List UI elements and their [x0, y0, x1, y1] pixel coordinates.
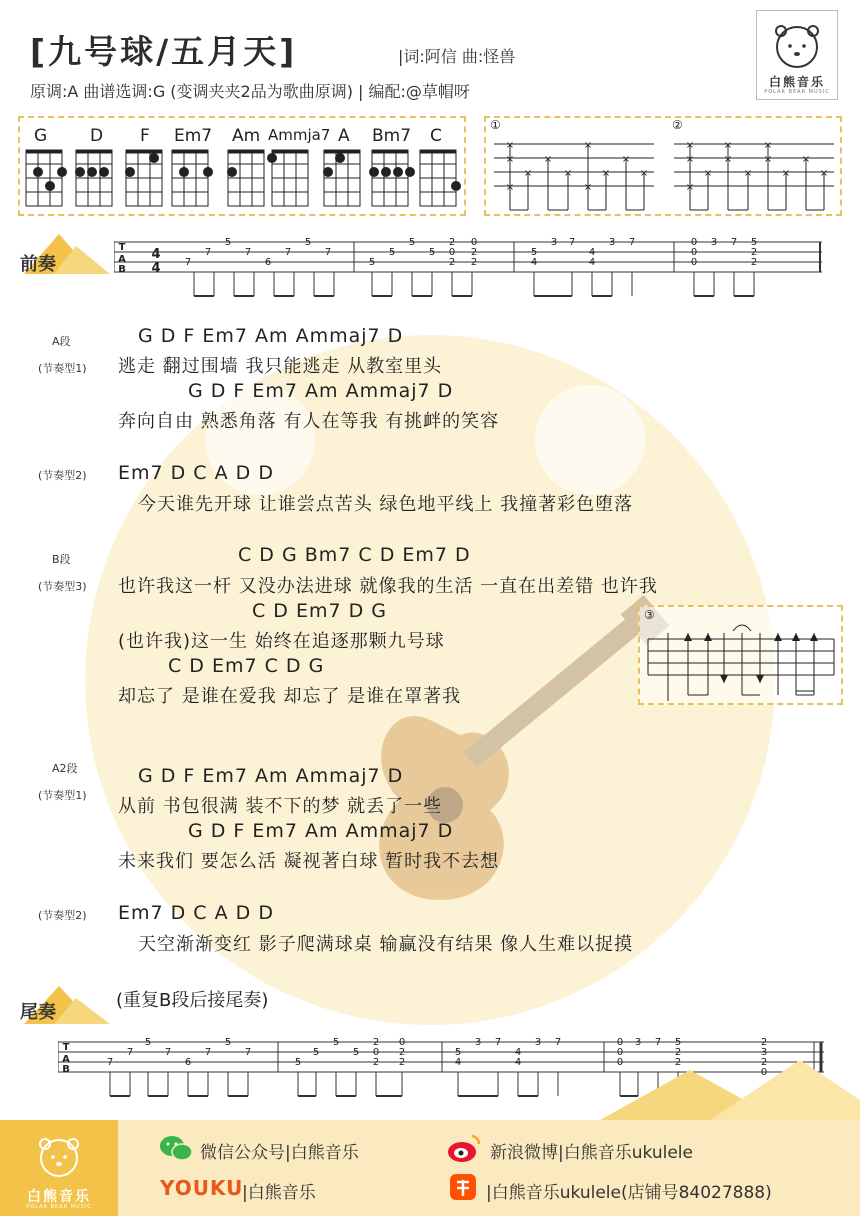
svg-text:6: 6	[264, 257, 272, 268]
song-credits: |词:阿信 曲:怪兽	[398, 47, 516, 66]
svg-text:2: 2	[674, 1057, 682, 1068]
svg-text:×: ×	[685, 182, 695, 193]
svg-text:3: 3	[710, 238, 718, 248]
svg-text:6: 6	[184, 1057, 192, 1068]
youku-account[interactable]: |白熊音乐	[242, 1183, 316, 1203]
svg-text:×: ×	[703, 168, 713, 179]
svg-text:0: 0	[616, 1057, 624, 1068]
svg-text:2: 2	[760, 1038, 768, 1048]
svg-text:5: 5	[224, 1038, 232, 1048]
svg-text:2: 2	[674, 1047, 682, 1058]
svg-text:7: 7	[324, 247, 332, 258]
svg-text:0: 0	[760, 1067, 768, 1078]
svg-text:×: ×	[763, 154, 773, 165]
svg-text:0: 0	[690, 238, 698, 248]
svg-text:5: 5	[674, 1038, 682, 1048]
svg-text:×: ×	[505, 154, 515, 165]
intro-tab	[114, 238, 824, 300]
chord-line: G D F Em7 Am Ammaj7 D	[138, 325, 404, 347]
svg-text:5: 5	[332, 1038, 340, 1048]
svg-text:×: ×	[639, 168, 649, 179]
svg-text:4: 4	[514, 1047, 522, 1058]
chord-line: G D F Em7 Am Ammaj7 D	[188, 380, 454, 402]
svg-text:4: 4	[588, 257, 596, 268]
svg-text:×: ×	[505, 140, 515, 151]
svg-text:7: 7	[654, 1038, 662, 1048]
chord-name: A	[338, 126, 350, 146]
svg-text:×: ×	[723, 154, 733, 165]
svg-text:T: T	[62, 1042, 70, 1053]
svg-text:×: ×	[621, 154, 631, 165]
svg-text:5: 5	[428, 247, 436, 258]
svg-text:×: ×	[743, 168, 753, 179]
svg-text:5: 5	[750, 238, 758, 248]
chord-name: Bm7	[372, 126, 412, 146]
svg-text:2: 2	[750, 247, 758, 258]
svg-text:×: ×	[543, 154, 553, 165]
svg-text:2: 2	[372, 1038, 380, 1048]
svg-text:5: 5	[530, 247, 538, 258]
strum-pattern-number: ①	[490, 118, 501, 132]
song-title: [九号球/五月天]	[30, 32, 298, 71]
section-b-label: B段	[52, 553, 71, 566]
svg-text:5: 5	[144, 1038, 152, 1048]
svg-text:0: 0	[448, 247, 456, 258]
pattern-label: (节奏型2)	[38, 909, 87, 922]
pattern-label: (节奏型3)	[38, 580, 87, 593]
pattern-label: (节奏型1)	[38, 362, 87, 375]
wechat-icon	[158, 1134, 194, 1164]
weibo-icon	[446, 1132, 482, 1164]
svg-text:3: 3	[634, 1038, 642, 1048]
footer-logo-sub: POLAR BEAR MUSIC	[26, 1204, 92, 1210]
intro-label: 前奏	[20, 254, 56, 275]
svg-text:2: 2	[760, 1057, 768, 1068]
svg-text:5: 5	[454, 1047, 462, 1058]
footer-mountains	[560, 1060, 860, 1120]
svg-text:2: 2	[398, 1047, 406, 1058]
chord-line: C D G Bm7 C D Em7 D	[238, 544, 471, 566]
strum-pattern-3-diagram	[638, 605, 843, 705]
svg-text:7: 7	[730, 238, 738, 248]
svg-text:×: ×	[563, 168, 573, 179]
logo-name: 白熊音乐	[768, 75, 825, 89]
chord-name: Ammja7	[268, 126, 331, 144]
svg-text:×: ×	[685, 154, 695, 165]
svg-text:4: 4	[151, 261, 161, 276]
svg-text:B: B	[118, 264, 126, 275]
svg-text:×: ×	[685, 140, 695, 151]
svg-text:5: 5	[294, 1057, 302, 1068]
svg-text:A: A	[118, 254, 126, 265]
footer-logo-name: 白熊音乐	[27, 1189, 91, 1205]
lyric-line: 却忘了 是谁在爱我 却忘了 是谁在罩著我	[118, 686, 462, 707]
svg-text:7: 7	[244, 247, 252, 258]
svg-text:0: 0	[616, 1038, 624, 1048]
taobao-icon	[448, 1172, 480, 1202]
outro-label: 尾奏	[20, 1002, 56, 1023]
key-info: 原调:A 曲谱选调:G (变调夹夹2品为歌曲原调) | 编配:@草帽呀	[30, 82, 470, 101]
svg-text:×: ×	[781, 168, 791, 179]
svg-text:B: B	[62, 1064, 70, 1075]
strum-pattern-diagrams	[484, 116, 842, 216]
chord-name: D	[90, 126, 104, 146]
chord-name: F	[140, 126, 150, 146]
svg-text:2: 2	[448, 238, 456, 248]
wechat-account[interactable]: 微信公众号|白熊音乐	[200, 1143, 359, 1163]
svg-text:0: 0	[690, 257, 698, 268]
svg-text:×: ×	[763, 140, 773, 151]
svg-text:7: 7	[204, 1047, 212, 1058]
svg-text:3: 3	[608, 238, 616, 248]
svg-text:4: 4	[454, 1057, 462, 1068]
svg-text:0: 0	[470, 238, 478, 248]
svg-text:7: 7	[126, 1047, 134, 1058]
lyric-line: (也许我)这一生 始终在追逐那颗九号球	[118, 631, 445, 652]
svg-text:7: 7	[164, 1047, 172, 1058]
polar-bear-icon	[0, 1120, 118, 1184]
pattern-label: (节奏型2)	[38, 469, 87, 482]
svg-text:5: 5	[224, 238, 232, 248]
svg-text:7: 7	[106, 1057, 114, 1068]
svg-text:5: 5	[388, 247, 396, 258]
svg-text:T: T	[118, 242, 126, 253]
svg-text:3: 3	[474, 1038, 482, 1048]
chord-name: G	[34, 126, 48, 146]
svg-text:7: 7	[568, 238, 576, 248]
svg-text:2: 2	[398, 1057, 406, 1068]
svg-text:5: 5	[312, 1047, 320, 1058]
section-a2-label: A2段	[52, 762, 78, 775]
svg-text:4: 4	[514, 1057, 522, 1068]
svg-text:3: 3	[534, 1038, 542, 1048]
svg-text:×: ×	[819, 168, 829, 179]
svg-text:2: 2	[470, 257, 478, 268]
polar-bear-icon	[767, 19, 827, 69]
svg-text:0: 0	[690, 247, 698, 258]
svg-text:2: 2	[448, 257, 456, 268]
svg-text:7: 7	[628, 238, 636, 248]
svg-text:7: 7	[494, 1038, 502, 1048]
svg-text:0: 0	[616, 1047, 624, 1058]
svg-text:0: 0	[398, 1038, 406, 1048]
svg-text:7: 7	[184, 257, 192, 268]
lyric-line: 未来我们 要怎么活 凝视著白球 暂时我不去想	[118, 851, 500, 872]
svg-text:×: ×	[723, 140, 733, 151]
strum-pattern-number: ③	[644, 608, 655, 622]
svg-text:2: 2	[372, 1057, 380, 1068]
svg-text:×: ×	[523, 168, 533, 179]
chord-line: C D Em7 D G	[252, 600, 388, 622]
chord-name: Am	[232, 126, 261, 146]
svg-text:×: ×	[505, 182, 515, 193]
svg-text:5: 5	[352, 1047, 360, 1058]
weibo-account[interactable]: 新浪微博|白熊音乐ukulele	[490, 1143, 693, 1163]
svg-text:5: 5	[304, 238, 312, 248]
lyric-line: 天空渐渐变红 影子爬满球桌 输赢没有结果 像人生难以捉摸	[138, 934, 634, 955]
svg-text:A: A	[62, 1054, 70, 1065]
svg-text:7: 7	[284, 247, 292, 258]
youku-logo: YOUKU	[160, 1176, 244, 1200]
svg-text:0: 0	[372, 1047, 380, 1058]
lyric-line: 也许我这一杆 又没办法进球 就像我的生活 一直在出差错 也许我	[118, 576, 658, 597]
svg-text:4: 4	[151, 247, 161, 262]
svg-text:×: ×	[583, 140, 593, 151]
lyric-line: 奔向自由 熟悉角落 有人在等我 有挑衅的笑容	[118, 411, 500, 432]
chord-line: Em7 D C A D D	[118, 902, 274, 924]
svg-text:×: ×	[801, 154, 811, 165]
svg-text:5: 5	[408, 238, 416, 248]
svg-text:7: 7	[204, 247, 212, 258]
chord-line: Em7 D C A D D	[118, 462, 274, 484]
svg-text:7: 7	[554, 1038, 562, 1048]
chord-line: G D F Em7 Am Ammaj7 D	[188, 820, 454, 842]
chord-line: C D Em7 C D G	[168, 655, 325, 677]
svg-text:2: 2	[470, 247, 478, 258]
svg-text:3: 3	[760, 1047, 768, 1058]
repeat-note: (重复B段后接尾奏)	[116, 990, 269, 1011]
lyric-line: 从前 书包很满 装不下的梦 就丢了一些	[118, 796, 443, 817]
svg-text:7: 7	[244, 1047, 252, 1058]
footer-logo	[0, 1120, 118, 1216]
lyric-line: 逃走 翻过围墙 我只能逃走 从教室里头	[118, 356, 443, 377]
lyric-line: 今天谁先开球 让谁尝点苦头 绿色地平线上 我撞著彩色堕落	[138, 494, 634, 515]
chord-name: Em7	[174, 126, 213, 146]
strum-pattern-number: ②	[672, 118, 683, 132]
svg-text:2: 2	[750, 257, 758, 268]
pattern-label: (节奏型1)	[38, 789, 87, 802]
svg-text:4: 4	[530, 257, 538, 268]
brand-logo	[756, 10, 838, 100]
chord-name: C	[430, 126, 442, 146]
svg-text:5: 5	[368, 257, 376, 268]
chord-diagrams	[18, 116, 466, 216]
svg-text:×: ×	[583, 182, 593, 193]
chord-line: G D F Em7 Am Ammaj7 D	[138, 765, 404, 787]
section-a-label: A段	[52, 335, 71, 348]
svg-text:×: ×	[601, 168, 611, 179]
svg-text:4: 4	[588, 247, 596, 258]
logo-sub: POLAR BEAR MUSIC	[764, 89, 830, 95]
taobao-account[interactable]: |白熊音乐ukulele(店铺号84027888)	[486, 1183, 772, 1203]
svg-text:3: 3	[550, 238, 558, 248]
